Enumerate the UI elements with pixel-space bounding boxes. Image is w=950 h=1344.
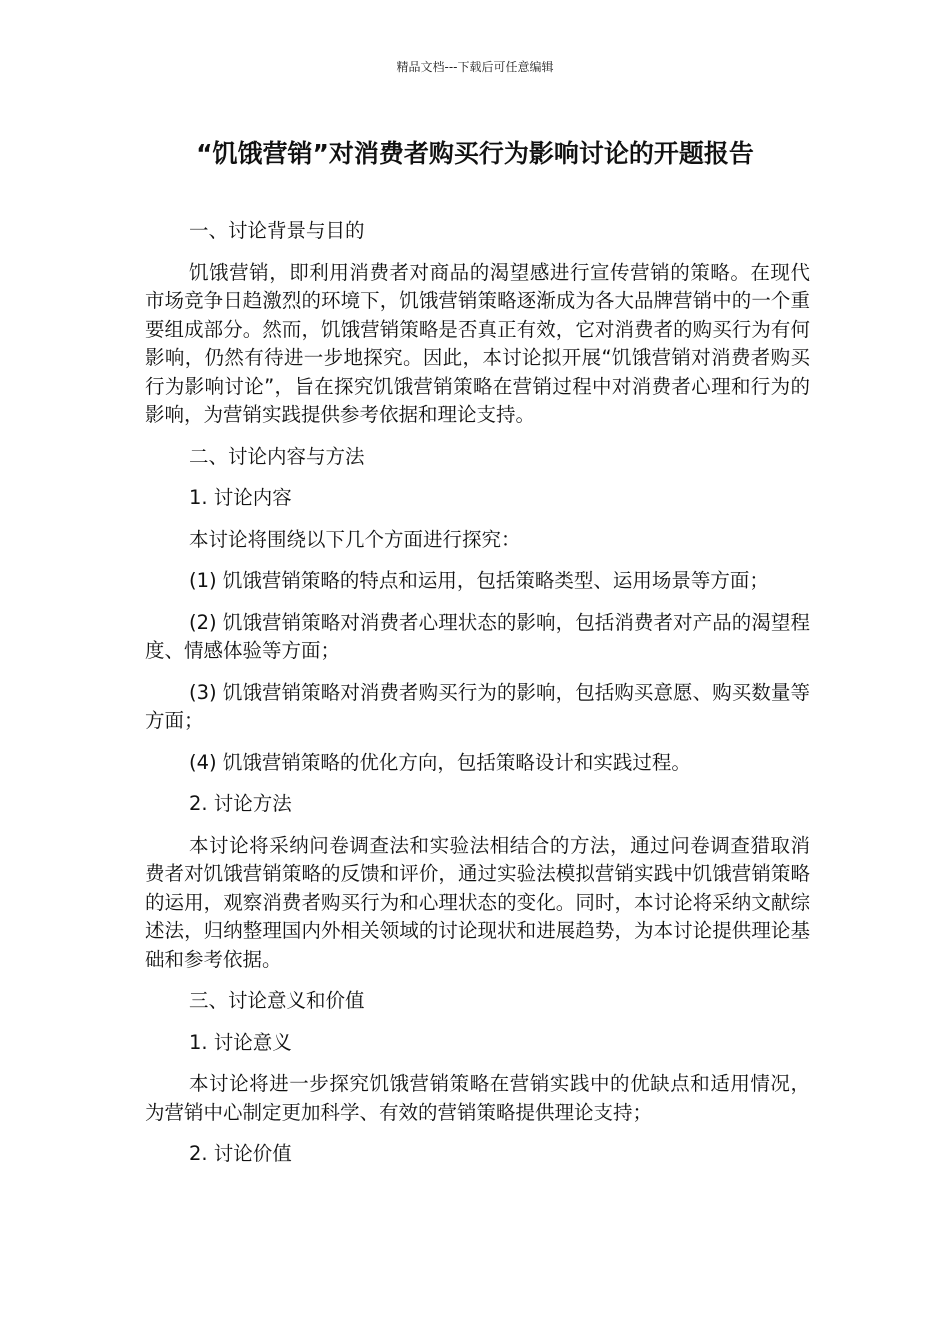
section-heading-significance: 三、讨论意义和价值 xyxy=(189,989,365,1012)
section-heading-content-method: 二、讨论内容与方法 xyxy=(189,444,365,468)
list-item-1: (1) 饥饿营销策略的特点和运用，包括策略类型、运用场景等方面； xyxy=(189,569,769,592)
paragraph-background: 饥饿营销，即利用消费者对商品的渴望感进行宣传营销的策略。在现代市场竞争日趋激烈的环境下，饥饿营销策略逐渐成为各大品牌营销中的一个重要组成部分。然而，饥饿营销策略是否真正有效，它对消费者的购买行为有何影响，仍然有待进一步地探究。因此，本讨论拟开展“饥饿营销对消费者购买行为影响讨论”，旨在探究饥饿营销策略在营销过程中对消费者心理和行为的影响，为营销实践提供参考依据和理论支持。 xyxy=(145,260,810,426)
paragraph-significance: 本讨论将进一步探究饥饿营销策略在营销实践中的优缺点和适用情况，为营销中心制定更加科学、有效的营销策略提供理论支持； xyxy=(145,1072,810,1124)
subheading-content: 1. 讨论内容 xyxy=(189,486,292,509)
list-item-3: (3) 饥饿营销策略对消费者购买行为的影响，包括购买意愿、购买数量等方面； xyxy=(145,680,810,732)
paragraph-content-intro: 本讨论将围绕以下几个方面进行探究： xyxy=(189,527,521,551)
list-item-4: (4) 饥饿营销策略的优化方向，包括策略设计和实践过程。 xyxy=(189,750,691,774)
paragraph-method: 本讨论将采纳问卷调查法和实验法相结合的方法，通过问卷调查猎取消费者对饥饿营销策略的反馈和评价，通过实验法模拟营销实践中饥饿营销策略的运用，观察消费者购买行为和心理状态的变化。同时，本讨论将采纳文献综述法，归纳整理国内外相关领域的讨论现状和进展趋势，为本讨论提供理论基础和参考依据。 xyxy=(145,833,810,971)
document-title: “饥饿营销”对消费者购买行为影响讨论的开题报告 xyxy=(196,139,754,168)
subheading-significance: 1. 讨论意义 xyxy=(189,1030,292,1054)
page-header: 精品文档---下载后可任意编辑 xyxy=(396,60,554,74)
subheading-value: 2. 讨论价值 xyxy=(189,1142,292,1165)
document-body xyxy=(145,217,810,1182)
subheading-method: 2. 讨论方法 xyxy=(189,792,292,815)
section-heading-background: 一、讨论背景与目的 xyxy=(189,219,365,242)
list-item-2: (2) 饥饿营销策略对消费者心理状态的影响，包括消费者对产品的渴望程度、情感体验等方面； xyxy=(145,610,810,662)
